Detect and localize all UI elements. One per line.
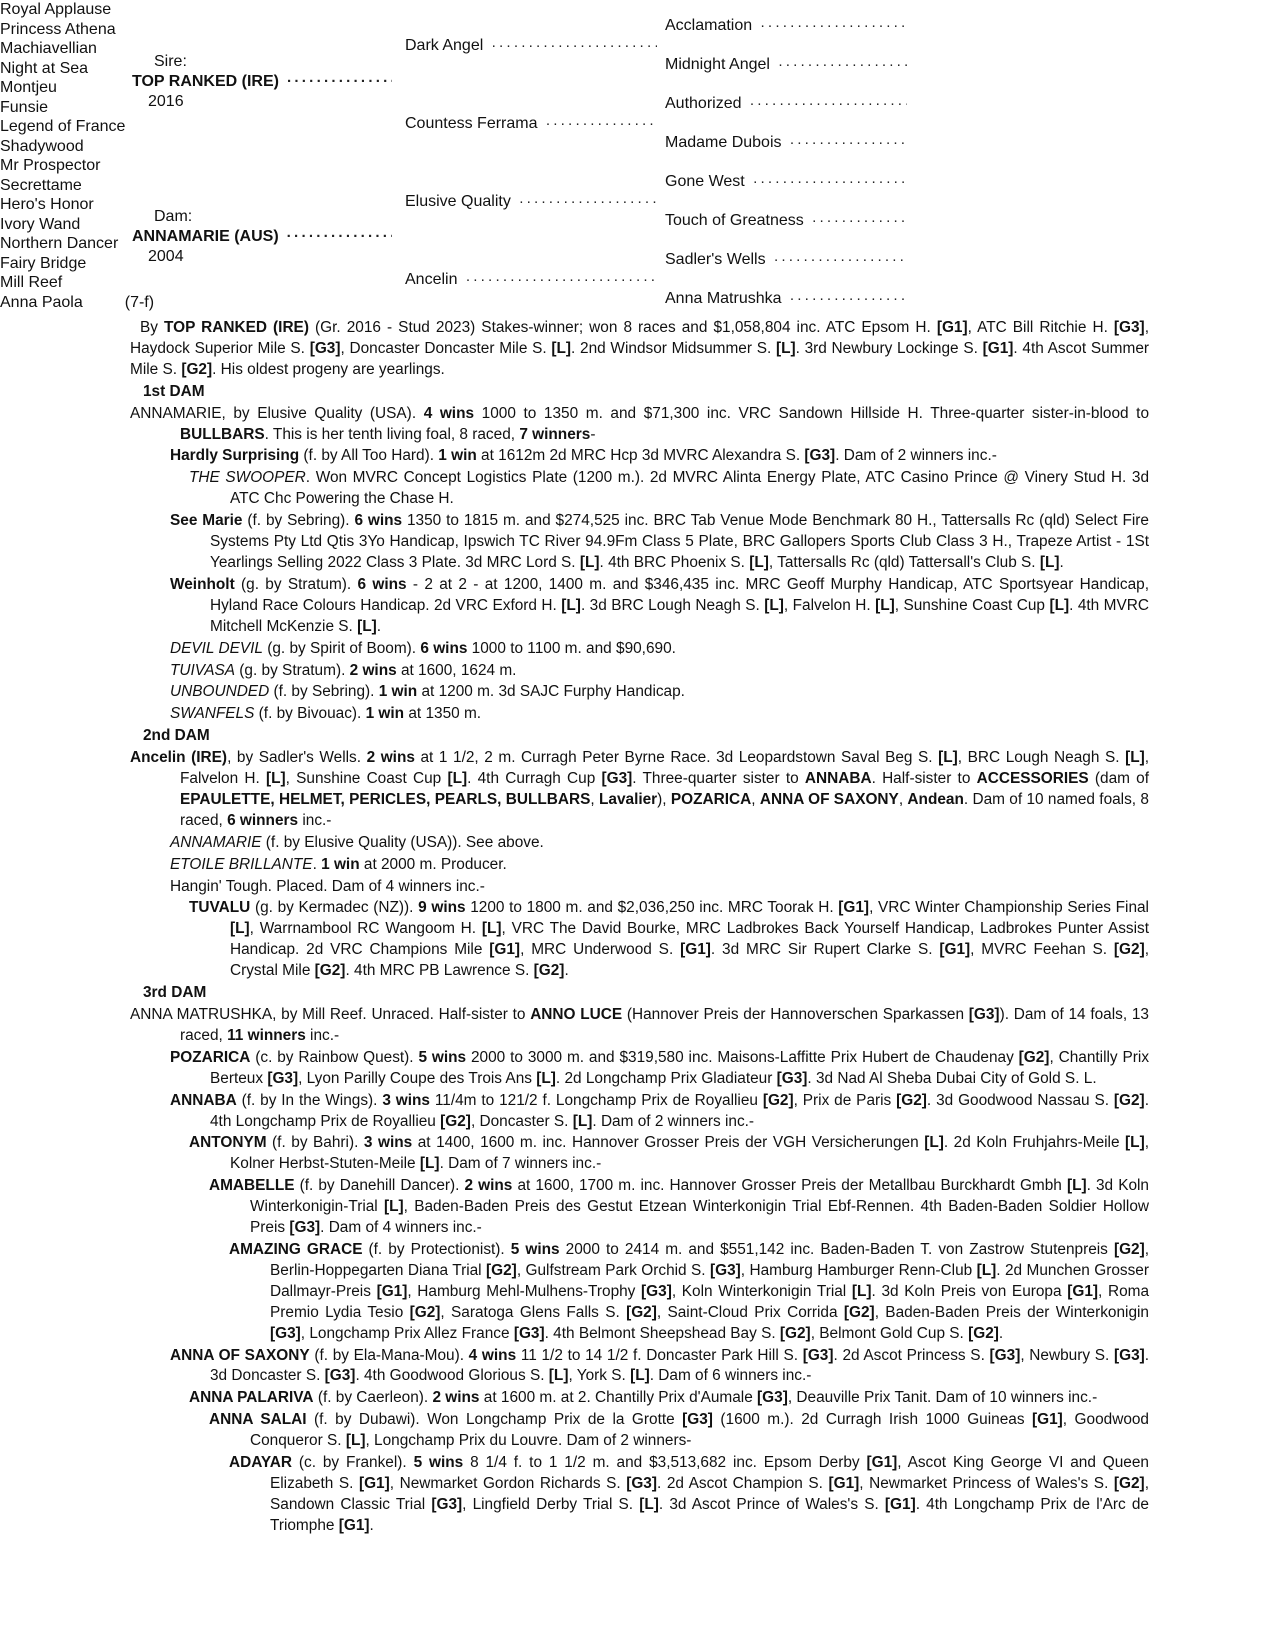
sire-label: Sire: — [154, 53, 187, 70]
ancestor-name-gen2: Ancelin ····· — [405, 270, 657, 290]
pedigree-paragraph: ANNA OF SAXONY (f. by Ela-Mana-Mou). 4 wins 11 1/2 to 14 1/2 f. Doncaster Park Hill S. [G3]. 2d Ascot Princess S. [G3], Newbury S. [G3]. 3d Doncaster S. [G3]. 4th Goodwood Glorious S. [L], York S. [L]. Dam of 6 winners inc.- — [170, 1346, 1150, 1385]
dotted-leader — [745, 172, 907, 192]
ancestor-name-gen4: Shadywood — [0, 137, 84, 155]
pedigree-paragraph: ETOILE BRILLANTE. 1 win at 2000 m. Producer. — [170, 855, 507, 873]
dotted-leader — [457, 270, 657, 290]
ancestor-name-gen2: Dark Angel ····· — [405, 36, 657, 56]
pedigree-paragraph: See Marie (f. by Sebring). 6 wins 1350 to 1815 m. and $274,525 inc. BRC Tab Venue Mode Benchmark 80 H., Tattersalls Rc (qld) Select Fire Systems Pty Ltd Qtis 3Yo Handicap, Ipswich TC River 94.9Fm Class 5 Plate, BRC Gallopers Sports Club Class 3 H., Trapeze Artist - 1St Yearlings Selling 2022 Class 3 Plate. 3d MRC Lord S. [L]. 4th BRC Phoenix S. [L], Tattersalls Rc (qld) Tattersall's Club S. [L]. — [170, 512, 1149, 571]
ancestor-name-gen4: Mill Reef — [0, 274, 63, 291]
dam-block — [132, 207, 392, 267]
ancestor-name-gen4: Northern Dancer — [0, 235, 119, 252]
pedigree-generation-3 — [665, 16, 907, 309]
dotted-leader — [538, 114, 658, 134]
dam-name-row — [132, 227, 392, 247]
dotted-leader — [770, 55, 907, 75]
ancestor-name-gen3: Gone West ····· — [665, 172, 907, 192]
dam-section-heading: 1st DAM — [143, 382, 205, 400]
ancestor-name-gen4: Ivory Wand — [0, 215, 81, 233]
pedigree-paragraph: SWANFELS (f. by Bivouac). 1 win at 1350 m. — [170, 705, 482, 723]
ancestor-name-gen2: Countess Ferrama ····· — [405, 114, 657, 134]
pedigree-paragraph: Ancelin (IRE), by Sadler's Wells. 2 wins at 1 1/2, 2 m. Curragh Peter Byrne Race. 3d Leopardstown Saval Beg S. [L], BRC Lough Neagh S. [L], Falvelon H. [L], Sunshine Coast Cup [L]. 4th Curragh Cup [G3]. Three-quarter sister to ANNABA. Half-sister to ACCESSORIES (dam of EPAULETTE, HELMET, PERICLES, PEARLS, BULLBARS, Lavalier), POZARICA, ANNA OF SAXONY, Andean. Dam of 10 named foals, 8 raced, 6 winners inc.- — [130, 749, 1150, 829]
dotted-leader — [752, 16, 907, 36]
ancestor-name-gen3: Touch of Greatness ····· — [665, 211, 907, 231]
pedigree-table — [0, 0, 1275, 318]
pedigree-paragraph: TUIVASA (g. by Stratum). 2 wins at 1600, 1624 m. — [170, 661, 517, 679]
ancestor-name-gen4: Machiavellian — [0, 40, 97, 57]
pedigree-paragraph: AMABELLE (f. by Danehill Dancer). 2 wins at 1600, 1700 m. inc. Hannover Grosser Preis der Metallbau Burckhardt Gmbh [L]. 3d Koln Winterkonigin-Trial [L], Baden-Baden Preis des Gestut Etzean Winterkonigin Trial Ebf-Rennen. 4th Baden-Baden Soldier Hollow Preis [G3]. Dam of 4 winners inc.- — [209, 1177, 1150, 1237]
pedigree-paragraph: DEVIL DEVIL (g. by Spirit of Boom). 6 wins 1000 to 1100 m. and $90,690. — [170, 639, 676, 657]
dotted-leader — [511, 192, 657, 212]
ancestor-name-gen4: Princess Athena — [0, 20, 116, 38]
ancestor-name-gen3: Midnight Angel ····· — [665, 55, 907, 75]
ancestor-name-gen3: Acclamation ····· — [665, 16, 907, 36]
dotted-leader — [483, 36, 657, 56]
pedigree-generation-2 — [405, 36, 657, 290]
family-number: (7-f) — [124, 293, 155, 311]
ancestor-name-gen4: Fairy Bridge — [0, 254, 87, 272]
dotted-leader — [742, 94, 908, 114]
pedigree-paragraph: By TOP RANKED (IRE) (Gr. 2016 - Stud 2023) Stakes-winner; won 8 races and $1,058,804 inc. ATC Epsom H. [G1], ATC Bill Ritchie H. [G3], Haydock Superior Mile S. [G3], Doncaster Doncaster Mile S. [L]. 2nd Windsor Midsummer S. [L]. 3rd Newbury Lockinge S. [G1]. 4th Ascot Summer Mile S. [G2]. His oldest progeny are yearlings. — [130, 319, 1150, 378]
pedigree-paragraph: ANNA SALAI (f. by Dubawi). Won Longchamp Prix de la Grotte [G3] (1600 m.). 2d Curragh Irish 1000 Guineas [G1], Goodwood Conqueror S. [L], Longchamp Prix du Louvre. Dam of 2 winners- — [209, 1411, 1149, 1450]
pedigree-paragraph: ANNAMARIE, by Elusive Quality (USA). 4 wins 1000 to 1350 m. and $71,300 inc. VRC Sandown Hillside H. Three-quarter sister-in-blood to BULLBARS. This is her tenth living foal, 8 raced, 7 winners- — [130, 404, 1150, 443]
ancestor-name-gen3: Authorized ····· — [665, 94, 907, 114]
pedigree-paragraph: TUVALU (g. by Kermadec (NZ)). 9 wins 1200 to 1800 m. and $2,036,250 inc. MRC Toorak H. [G1], VRC Winter Championship Series Final [L], Warrnambool RC Wangoom H. [L], VRC The David Bourke, MRC Ladbrokes Back Yourself Handicap, Ladbrokes Punter Assist Handicap. 2d VRC Champions Mile [G1], MRC Underwood S. [G1]. 3d MRC Sir Rupert Clarke S. [G1], MVRC Feehan S. [G2], Crystal Mile [G2]. 4th MRC PB Lawrence S. [G2]. — [189, 899, 1150, 980]
pedigree-paragraph: ANTONYM (f. by Bahri). 3 wins at 1400, 1600 m. inc. Hannover Grosser Preis der VGH Versicherungen [L]. 2d Koln Fruhjahrs-Meile [L], Kolner Herbst-Stuten-Meile [L]. Dam of 7 winners inc.- — [189, 1134, 1149, 1173]
dam-section-heading: 2nd DAM — [143, 727, 210, 745]
ancestor-name-gen2: Elusive Quality ····· — [405, 192, 657, 212]
pedigree-paragraph: Hangin' Tough. Placed. Dam of 4 winners inc.- — [170, 877, 485, 895]
ancestor-name-gen3: Anna Matrushka ····· — [665, 289, 907, 309]
pedigree-paragraph: ANNA PALARIVA (f. by Caerleon). 2 wins at 1600 m. at 2. Chantilly Prix d'Aumale [G3], Deauville Prix Tanit. Dam of 10 winners inc.- — [189, 1389, 1098, 1407]
ancestor-name-gen3: Sadler's Wells ····· — [665, 250, 907, 270]
ancestor-name-gen4: Anna Paola (7-f) — [0, 293, 155, 311]
dotted-leader — [279, 72, 392, 92]
pedigree-paragraph: UNBOUNDED (f. by Sebring). 1 win at 1200 m. 3d SAJC Furphy Handicap. — [170, 683, 685, 701]
pedigree-paragraph: ANNA MATRUSHKA, by Mill Reef. Unraced. Half-sister to ANNO LUCE (Hannover Preis der Hannoverschen Sparkassen [G3]). Dam of 14 foals, 13 raced, 11 winners inc.- — [130, 1006, 1149, 1044]
sire-name-row — [132, 72, 392, 92]
sire-year: 2016 — [148, 93, 184, 110]
pedigree-paragraph: Hardly Surprising (f. by All Too Hard). 1 win at 1612m 2d MRC Hcp 3d MVRC Alexandra S. [G3]. Dam of 2 winners inc.- — [170, 447, 997, 465]
ancestor-name-gen4: Secrettame — [0, 176, 82, 194]
sire-name: TOP RANKED (IRE) — [132, 73, 279, 90]
dotted-leader — [782, 133, 908, 153]
pedigree-paragraph: POZARICA (c. by Rainbow Quest). 5 wins 2000 to 3000 m. and $319,580 inc. Maisons-Laffitte Prix Hubert de Chaudenay [G2], Chantilly Prix Berteux [G3], Lyon Parilly Coupe des Trois Ans [L]. 2d Longchamp Prix Gladiateur [G3]. 3d Nad Al Sheba Dubai City of Gold S. L. — [170, 1048, 1150, 1087]
dam-section-heading: 3rd DAM — [143, 984, 207, 1002]
ancestor-name-gen4: Hero's Honor — [0, 196, 94, 213]
pedigree-paragraph: AMAZING GRACE (f. by Protectionist). 5 wins 2000 to 2414 m. and $551,142 inc. Baden-Baden T. von Zastrow Stutenpreis [G2], Berlin-Hoppegarten Diana Trial [G2], Gulfstream Park Orchid S. [G3], Hamburg Hamburger Renn-Club [L]. 2d Munchen Grosser Dallmayr-Preis [G1], Hamburg Mehl-Mulhens-Trophy [G3], Koln Winterkonigin Trial [L]. 3d Koln Preis von Europa [G1], Roma Premio Lydia Tesio [G2], Saratoga Glens Falls S. [G2], Saint-Cloud Prix Corrida [G2], Baden-Baden Preis der Winterkonigin [G3], Longchamp Prix Allez France [G3]. 4th Belmont Sheepshead Bay S. [G2], Belmont Gold Cup S. [G2]. — [229, 1240, 1150, 1342]
ancestor-name-gen3: Madame Dubois ····· — [665, 133, 907, 153]
pedigree-paragraph: ADAYAR (c. by Frankel). 5 wins 8 1/4 f. to 1 1/2 m. and $3,513,682 inc. Epsom Derby [G1], Ascot King George VI and Queen Elizabeth S. [G1], Newmarket Gordon Richards S. [G3]. 2d Ascot Champion S. [G1], Newmarket Princess of Wales's S. [G2], Sandown Classic Trial [G3], Lingfield Derby Trial S. [L]. 3d Ascot Prince of Wales's S. [G1]. 4th Longchamp Prix de l'Arc de Triomphe [G1]. — [229, 1454, 1149, 1534]
ancestor-name-gen4: Mr Prospector — [0, 157, 101, 174]
ancestor-name-gen4: Funsie — [0, 98, 49, 116]
pedigree-paragraph: THE SWOOPER. Won MVRC Concept Logistics Plate (1200 m.). 2d MVRC Alinta Energy Plate, ATC Casino Prince @ Vinery Stud H. 3d ATC Chc Powering the Chase H. — [189, 469, 1150, 508]
dotted-leader — [804, 211, 907, 231]
ancestor-name-gen4: Royal Applause — [0, 1, 112, 18]
pedigree-paragraph: ANNABA (f. by In the Wings). 3 wins 11/4m to 121/2 f. Longchamp Prix de Royallieu [G2], Prix de Paris [G2]. 3d Goodwood Nassau S. [G2]. 4th Longchamp Prix de Royallieu [G2], Doncaster S. [L]. Dam of 2 winners inc.- — [170, 1091, 1149, 1130]
dam-year: 2004 — [148, 248, 184, 265]
dotted-leader — [782, 289, 907, 309]
pedigree-text-body — [130, 318, 1149, 1538]
pedigree-paragraph: Weinholt (g. by Stratum). 6 wins - 2 at 2 - at 1200, 1400 m. and $346,435 inc. MRC Geoff Murphy Handicap, ATC Sportsyear Handicap, Hyland Race Colours Handicap. 2d VRC Exford H. [L]. 3d BRC Lough Neagh S. [L], Falvelon H. [L], Sunshine Coast Cup [L]. 4th MVRC Mitchell McKenzie S. [L]. — [170, 575, 1149, 635]
pedigree-paragraph: ANNAMARIE (f. by Elusive Quality (USA)). See above. — [170, 833, 544, 851]
ancestor-name-gen4: Legend of France — [0, 118, 126, 135]
dotted-leader — [279, 227, 392, 247]
dotted-leader — [766, 250, 907, 270]
sire-block — [132, 52, 392, 112]
ancestor-name-gen4: Montjeu — [0, 79, 57, 96]
ancestor-name-gen4: Night at Sea — [0, 59, 89, 77]
dam-label: Dam: — [154, 208, 193, 225]
dam-name: ANNAMARIE (AUS) — [132, 228, 279, 245]
